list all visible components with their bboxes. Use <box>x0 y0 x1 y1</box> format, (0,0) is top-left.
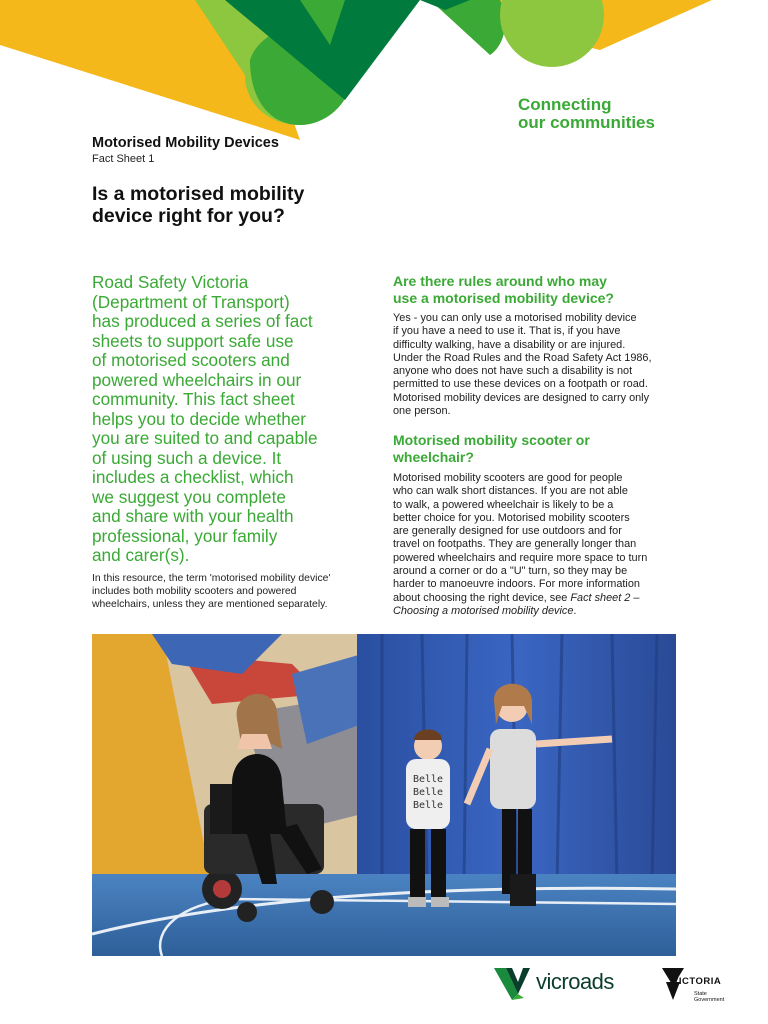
series-title: Motorised Mobility Devices <box>92 135 279 151</box>
choice-heading <box>393 432 688 466</box>
note-line: includes both mobility scooters and powered <box>92 586 297 597</box>
tagline-line-2: our communities <box>518 113 655 132</box>
hero-photo <box>92 634 676 956</box>
choice-body-line: Motorised mobility scooters are good for people <box>393 472 623 484</box>
rules-body-line: Yes - you can only use a motorised mobility device <box>393 312 637 324</box>
rules-heading-line: use a motorised mobility device? <box>393 290 614 306</box>
tagline <box>518 96 655 132</box>
banner-green-circle <box>500 0 604 67</box>
fact-sheet-2-title[interactable]: Choosing a motorised mobility device <box>393 604 574 617</box>
intro-line: and carer(s). <box>92 545 190 565</box>
choice-body-line: who can walk short distances. If you are not able <box>393 485 628 498</box>
intro-line: (Department of Transport) <box>92 291 290 312</box>
note-line: In this resource, the term 'motorised mobility device' <box>92 573 331 584</box>
choice-heading-line: Motorised mobility scooter or <box>393 432 590 448</box>
intro-line: professional, your family <box>92 525 278 546</box>
page-title-line-1: Is a motorised mobility <box>92 183 305 205</box>
page-title-line-2: device right for you? <box>92 205 285 227</box>
choice-reference-prefix: about choosing the right device, see <box>393 591 571 604</box>
rules-heading-line: Are there rules around who may <box>393 273 607 289</box>
photo-scene <box>92 634 676 956</box>
fact-sheet-2-link[interactable]: Fact sheet 2 – <box>570 591 640 604</box>
tagline-line-1: Connecting <box>518 95 612 114</box>
victoria-wordmark: VICTORIA <box>672 976 722 987</box>
choice-body-line: around a corner or do a "U" turn, so they may be <box>393 565 628 578</box>
choice-body-line <box>393 592 688 605</box>
government-label: Government <box>694 997 725 1003</box>
intro-line: of using such a device. It <box>92 447 282 468</box>
choice-body-line: travel on footpaths. They are generally longer than <box>393 538 637 551</box>
rules-body-line: anyone who does not have such a disability is not <box>393 365 633 378</box>
fact-sheet-number: Fact Sheet 1 <box>92 153 155 165</box>
rules-body-line: Under the Road Rules and the Road Safety Act 1986, <box>393 351 652 364</box>
intro-line: of motorised scooters and <box>92 350 290 370</box>
choice-body-line <box>393 605 688 618</box>
intro-line: sheets to support safe use <box>92 330 294 351</box>
intro-line: helps you to decide whether <box>92 408 307 429</box>
rules-body-line: one person. <box>393 405 451 418</box>
terminology-note <box>92 572 382 611</box>
rules-body-line: permitted to use these devices on a footpath or road. <box>393 378 648 391</box>
choice-heading-line: wheelchair? <box>393 449 474 465</box>
intro-line: includes a checklist, which <box>92 467 294 487</box>
intro-line: you are suited to and capable <box>92 428 318 448</box>
note-line: wheelchairs, unless they are mentioned separately. <box>92 599 328 610</box>
intro-line: and share with your health <box>92 506 294 526</box>
rules-body-line: if you have a need to use it. That is, if you have <box>393 325 621 338</box>
rules-body-line: difficulty walking, have a disability or are injured. <box>393 338 626 351</box>
choice-body-line: harder to manoeuvre indoors. For more information <box>393 578 640 591</box>
intro-line: Road Safety Victoria <box>92 272 249 292</box>
choice-body-line: powered wheelchairs and require more space to turn <box>393 551 648 564</box>
state-label: State <box>694 991 707 997</box>
shirt-text-3: Belle <box>412 800 444 811</box>
choice-body-line: to walk, a powered wheelchair is likely to be a <box>393 498 614 511</box>
intro-line: powered wheelchairs in our <box>92 369 302 390</box>
intro-lead <box>92 273 382 566</box>
choice-body-line: better choice for you. Motorised mobility scooters <box>393 511 630 524</box>
rules-body <box>393 312 688 418</box>
rules-heading <box>393 273 688 307</box>
vicroads-logo-mark <box>494 968 530 1000</box>
choice-body <box>393 472 688 618</box>
vicroads-wordmark: vicroads <box>536 969 614 994</box>
shirt-text-2: Belle <box>412 787 444 798</box>
intro-line: community. This fact sheet <box>92 389 295 409</box>
state-government-label <box>694 991 724 1003</box>
shirt-text-1: Belle <box>412 774 444 785</box>
intro-line: has produced a series of fact <box>92 311 313 331</box>
choice-final-period: . <box>573 604 577 617</box>
choice-body-line: are generally designed for use outdoors and for <box>393 525 622 538</box>
rules-body-line: Motorised mobility devices are designed to carry only <box>393 391 650 404</box>
intro-line: we suggest you complete <box>92 486 286 507</box>
page-title <box>92 183 392 227</box>
